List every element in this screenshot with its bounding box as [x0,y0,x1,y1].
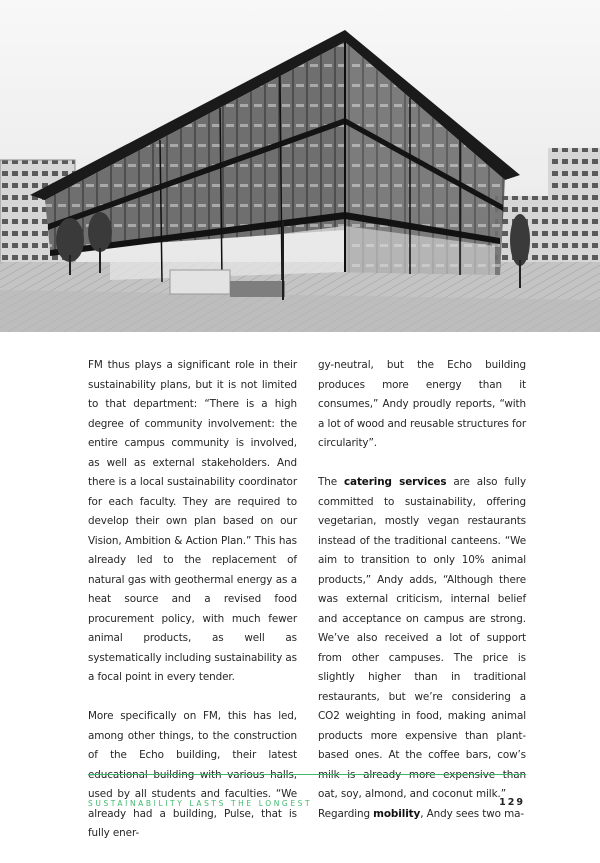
right-paragraph-1: gy-neutral, but the Echo building produces more energy than it consumes,” Andy proudly reports, “with a lot of wood and reusable structures for circularity”. [318,359,526,449]
building-photo [0,0,600,332]
page-number: 129 [499,797,525,808]
footer-divider [88,774,526,775]
p2-pre-text: The [318,476,344,488]
mobility-highlight: mobility [373,807,421,820]
p2-post-text: are also fully committed to sustainability, offering vegetarian, mostly vegan restaurants instead of the traditional canteens. “We aim to transition to only 10% animal products,” Andy adds, “Although there was external criticism, internal belief and acceptance on campus are strong. We’ve also received a lot of support from other campuses. The price is slightly higher than in traditional restaurants, but we’re considering a CO2 weighting in food, making animal products more expensive than plant-based ones. At the coffee bars, cow’s milk is already more expensive than oat, soy, almond, and coconut milk.” [318,476,526,800]
footer-title: SUSTAINABILITY LASTS THE LONGEST [88,799,313,808]
p3-post-text: , Andy sees two ma- [420,807,525,820]
p3-pre-text: Regarding [318,807,374,820]
lamp-post [282,220,284,300]
left-paragraph-2: More specifically on FM, this has led, among other things, to the construction of the Echo building, their latest educational building with various halls, used by all students and faculties. “We already had a building, Pulse, that is fully ener- [88,710,297,839]
left-text-column [88,356,297,863]
right-paragraph-2 [318,473,526,824]
catering-services-highlight: catering services [343,476,447,488]
right-text-column [318,356,526,844]
left-paragraph-1: FM thus plays a significant role in their sustainability plans, but it is not limited to that department: “There is a high degree of community involvement: the entire campus community is involved, as well as external stakeholders. And there is a local sustainability coordinator for each faculty. They are required to develop their own plan based on our Vision, Ambition & Action Plan.” This has already led to the replacement of natural gas with geothermal energy as a heat source and a revised food procurement policy, with much fewer animal products, as well as systematically including sustainability as a focal point in every tender. [88,359,297,683]
